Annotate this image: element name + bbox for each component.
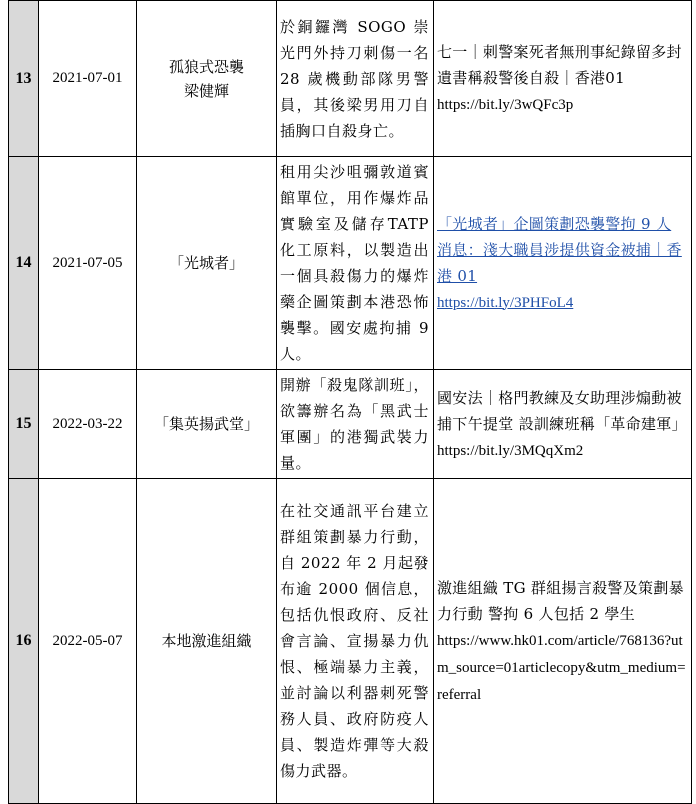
category-line: 孤狼式恐襲 (168, 57, 244, 76)
row-number: 14 (9, 157, 39, 370)
source-title: 激進組織 TG 群組揚言殺警及策劃暴力行動 警拘 6 人包括 2 學生 (437, 578, 684, 623)
category-line: 「光城者」 (168, 254, 244, 272)
row-number: 16 (9, 479, 39, 804)
category-line: 「集英揚武堂」 (153, 415, 259, 433)
table-row (9, 157, 692, 370)
row-source (434, 1, 692, 157)
table-row (9, 370, 692, 479)
row-date: 2022-05-07 (39, 479, 137, 804)
incident-table (8, 0, 692, 804)
source-title-link[interactable]: 「光城者」企圖策劃恐襲警拘 9 人 消息：淺大職員涉提供資金被捕｜香港 01 (437, 214, 682, 285)
row-source (434, 479, 692, 804)
row-source (434, 157, 692, 370)
row-description: 開辦「殺鬼隊訓班」，欲籌辦名為「黑武士軍團」的港獨武裝力量。 (277, 370, 434, 479)
row-number: 13 (9, 1, 39, 157)
category-line: 本地激進組織 (161, 632, 252, 650)
row-number: 15 (9, 370, 39, 479)
table-row (9, 479, 692, 804)
row-category (137, 479, 277, 804)
row-date: 2021-07-05 (39, 157, 137, 370)
source-url: https://www.hk01.com/article/768136?utm_source=01articlecopy&utm_medium=referral (437, 632, 686, 703)
source-url: https://bit.ly/3MQqXm2 (437, 442, 584, 459)
row-category (137, 157, 277, 370)
source-title: 七一｜刺警案死者無刑事紀錄留多封遺書稱殺警後自殺｜香港01 (437, 43, 682, 87)
row-description: 在社交通訊平台建立群組策劃暴力行動，自 2022 年 2 月起發布逾 2000 個信息，包括仇恨政府、反社會言論、宣揚暴力仇恨、極端暴力主義，並討論以利器刺死警務人員、政府防疫人員、製造炸彈等大殺傷力武器。 (277, 479, 434, 804)
row-date: 2022-03-22 (39, 370, 137, 479)
row-source (434, 370, 692, 479)
row-description: 租用尖沙咀彌敦道賓館單位，用作爆炸品實驗室及儲存TATP 化工原料，以製造出一個具殺傷力的爆炸藥企圖策劃本港恐怖襲擊。國安處拘捕 9 人。 (277, 157, 434, 370)
row-description: 於銅鑼灣 SOGO 崇光門外持刀刺傷一名 28 歲機動部隊男警員，其後梁男用刀自插胸口自殺身亡。 (277, 1, 434, 157)
source-url: https://bit.ly/3wQFc3p (437, 97, 574, 113)
category-line: 梁健輝 (183, 81, 229, 100)
row-date: 2021-07-01 (39, 1, 137, 157)
row-category (137, 370, 277, 479)
source-url-link[interactable]: https://bit.ly/3PHFoL4 (437, 294, 574, 311)
row-category (137, 1, 277, 157)
source-title: 國安法｜格門教練及女助理涉煽動被捕下午提堂 設訓練班稱「革命建軍」 (437, 388, 687, 433)
table-row (9, 1, 692, 157)
